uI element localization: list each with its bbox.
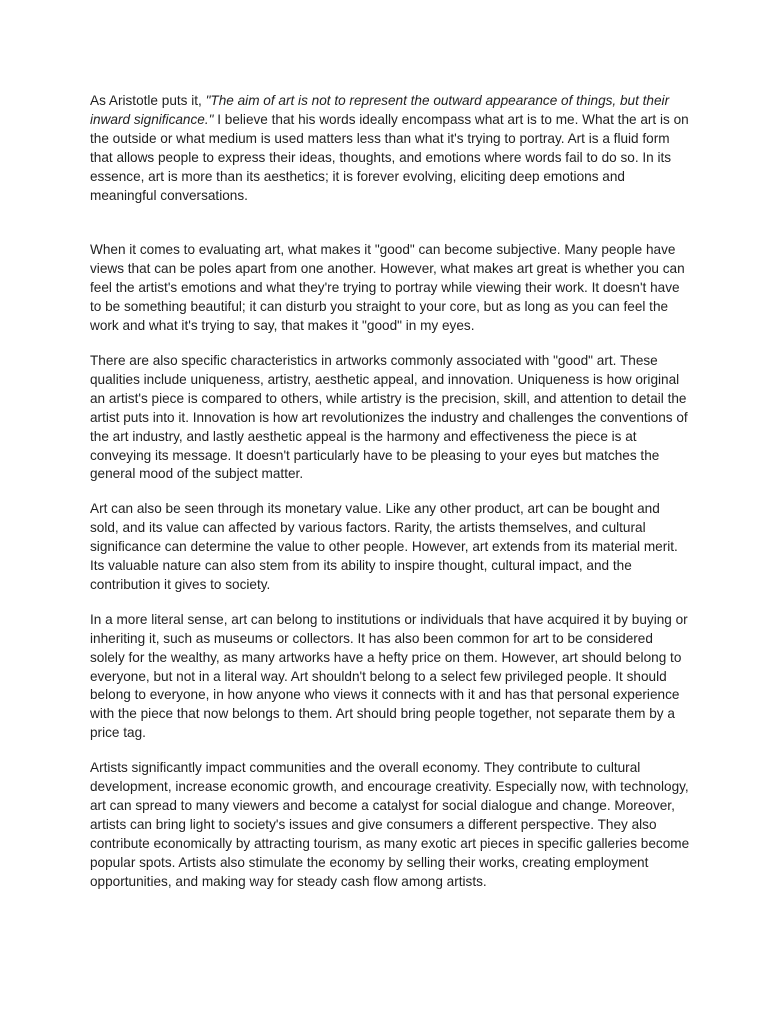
aristotle-quote: "The aim of art is not to represent the outward appearance of things, but their inward significance." bbox=[90, 93, 670, 127]
intro-lead: As Aristotle puts it, bbox=[90, 93, 206, 108]
paragraph-ownership: In a more literal sense, art can belong to institutions or individuals that have acquired it by buying or inheriting it, such as museums or collectors. It has also been common for art to be considered solely for the wealthy, as many artworks have a hefty price on them. However, art should belong to everyone, but not in a literal way. Art shouldn't belong to a select few privileged people. It should belong to everyone, in how anyone who views it connects with it and has that personal experience with the piece that now belongs to them. Art should bring people together, not separate them by a price tag. bbox=[90, 611, 688, 741]
document-body bbox=[90, 92, 690, 908]
paragraph-monetary-value: Art can also be seen through its monetary value. Like any other product, art can be bought and sold, and its value can affected by various factors. Rarity, the artists themselves, and cultural significance can determine the value to other people. However, art extends from its material merit. Its valuable nature can also stem from its ability to inspire thought, cultural impact, and the contribution it gives to society. bbox=[90, 501, 678, 592]
paragraph-evaluating-art: When it comes to evaluating art, what makes it "good" can become subjective. Many people have views that can be poles apart from one another. However, what makes art great is whether you can feel the artist's emotions and what they're trying to portray while viewing their work. It doesn't have to be something beautiful; it can disturb you straight to your core, but as long as you can feel the work and what it's trying to say, that makes it "good" in my eyes. bbox=[90, 242, 685, 334]
paragraph-artists-impact: Artists significantly impact communities and the overall economy. They contribute to cultural development, increase economic growth, and encourage creativity. Especially now, with technology, art can spread to many viewers and become a catalyst for social dialogue and change. Moreover, artists can bring light to society's issues and give consumers a different perspective. They also contribute economically by attracting tourism, as many exotic art pieces in specific galleries become popular spots. Artists also stimulate the economy by selling their works, creating employment opportunities, and making way for steady cash flow among artists. bbox=[90, 760, 690, 889]
intro-rest: I believe that his words ideally encompass what art is to me. What the art is on the outside or what medium is used matters less than what it's trying to portray. Art is a fluid form that allows people to express their ideas, thoughts, and emotions where words fail to do so. In its essence, art is more than its aesthetics; it is forever evolving, eliciting deep emotions and meaningful conversations. bbox=[90, 111, 689, 203]
paragraph-characteristics: There are also specific characteristics in artworks commonly associated with "good" art. These qualities include uniqueness, artistry, aesthetic appeal, and innovation. Uniqueness is how original an artist's piece is compared to others, while artistry is the precision, skill, and attention to detail the artist puts into it. Innovation is how art revolutionizes the industry and challenges the conventions of the art industry, and lastly aesthetic appeal is the harmony and effectiveness the piece is at conveying its message. It doesn't particularly have to be pleasing to your eyes but matches the general mood of the subject matter. bbox=[90, 352, 688, 482]
paragraph-intro bbox=[90, 92, 690, 205]
